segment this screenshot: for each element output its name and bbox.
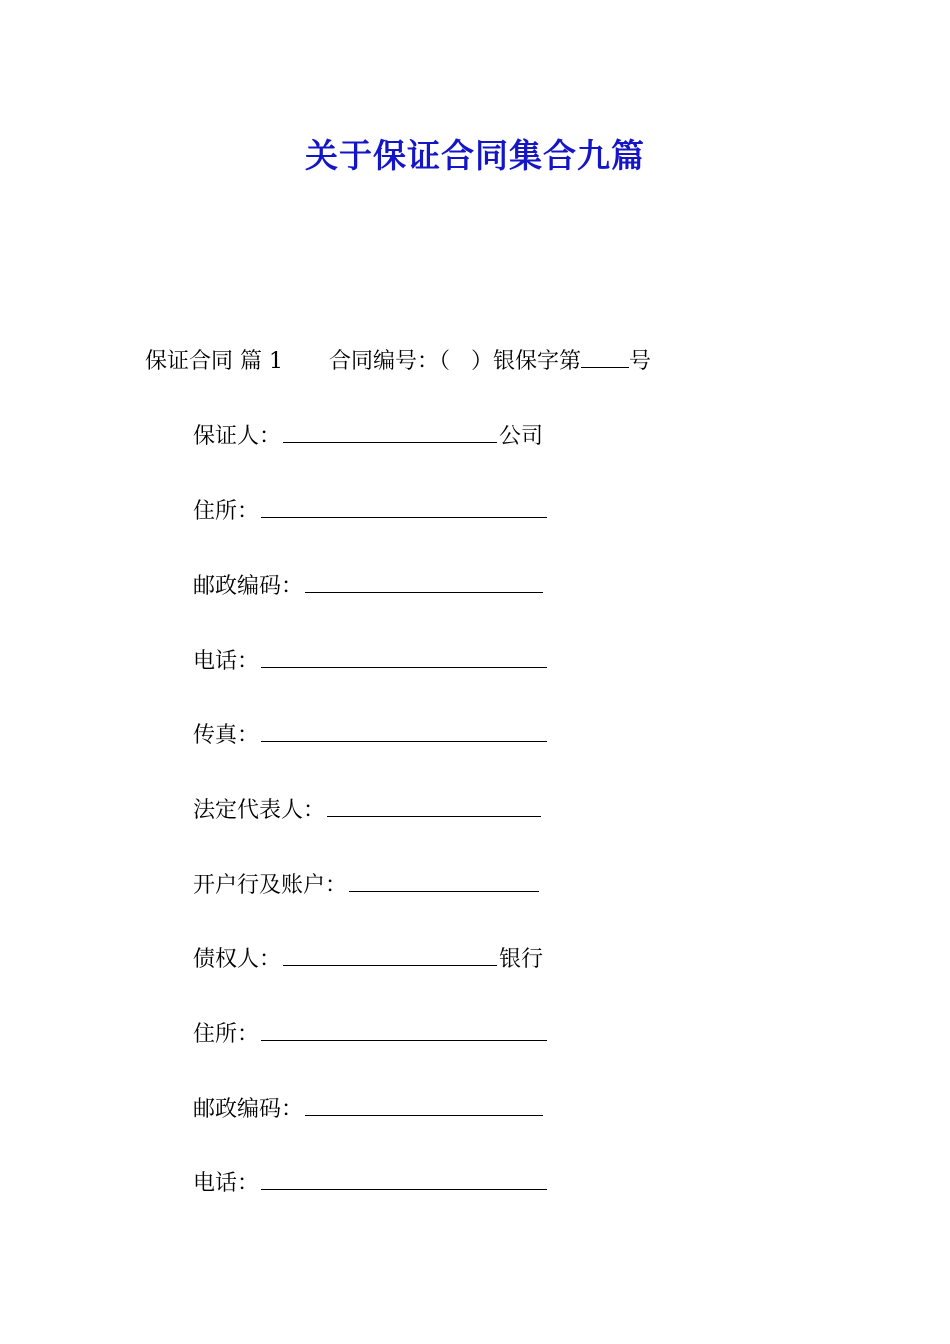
field-label: 法定代表人： <box>193 798 326 823</box>
heading-guarantee-contract: 保证合同 <box>145 349 234 374</box>
field-blank <box>283 422 497 443</box>
field-blank <box>305 572 543 593</box>
field-blank <box>327 796 541 817</box>
field-label: 住所： <box>193 499 260 524</box>
field-guarantor-address <box>193 494 547 525</box>
field-blank <box>305 1095 543 1116</box>
field-label: 邮政编码： <box>193 574 304 599</box>
heading-chapter: 篇 1 <box>240 349 284 374</box>
field-label: 开户行及账户： <box>193 873 348 898</box>
field-blank <box>261 721 547 742</box>
field-creditor-address <box>193 1017 547 1048</box>
field-creditor-postcode <box>193 1092 543 1123</box>
field-label: 电话： <box>193 649 260 674</box>
field-label: 邮政编码： <box>193 1097 304 1122</box>
field-blank <box>261 1169 547 1190</box>
field-suffix: 银行 <box>499 947 544 972</box>
field-blank <box>283 945 497 966</box>
field-guarantor-fax <box>193 718 547 749</box>
field-legal-representative <box>193 793 541 824</box>
field-blank <box>261 647 547 668</box>
field-creditor-phone <box>193 1166 547 1197</box>
heading-number-suffix: 号 <box>629 349 652 374</box>
field-guarantor <box>193 419 543 450</box>
field-blank <box>349 871 539 892</box>
field-label: 电话： <box>193 1171 260 1196</box>
field-blank <box>261 497 547 518</box>
field-creditor <box>193 942 543 973</box>
field-suffix: 公司 <box>499 424 544 449</box>
heading-contract-number: 合同编号：（ ）银保字第 <box>329 349 581 374</box>
field-label: 债权人： <box>193 947 282 972</box>
field-bank-account <box>193 868 539 899</box>
contract-heading <box>145 344 651 375</box>
field-label: 保证人： <box>193 424 282 449</box>
field-guarantor-postcode <box>193 569 543 600</box>
field-guarantor-phone <box>193 644 547 675</box>
field-label: 住所： <box>193 1022 260 1047</box>
contract-number-blank <box>581 349 629 368</box>
document-title: 关于保证合同集合九篇 <box>305 136 645 175</box>
field-label: 传真： <box>193 723 260 748</box>
field-blank <box>261 1020 547 1041</box>
